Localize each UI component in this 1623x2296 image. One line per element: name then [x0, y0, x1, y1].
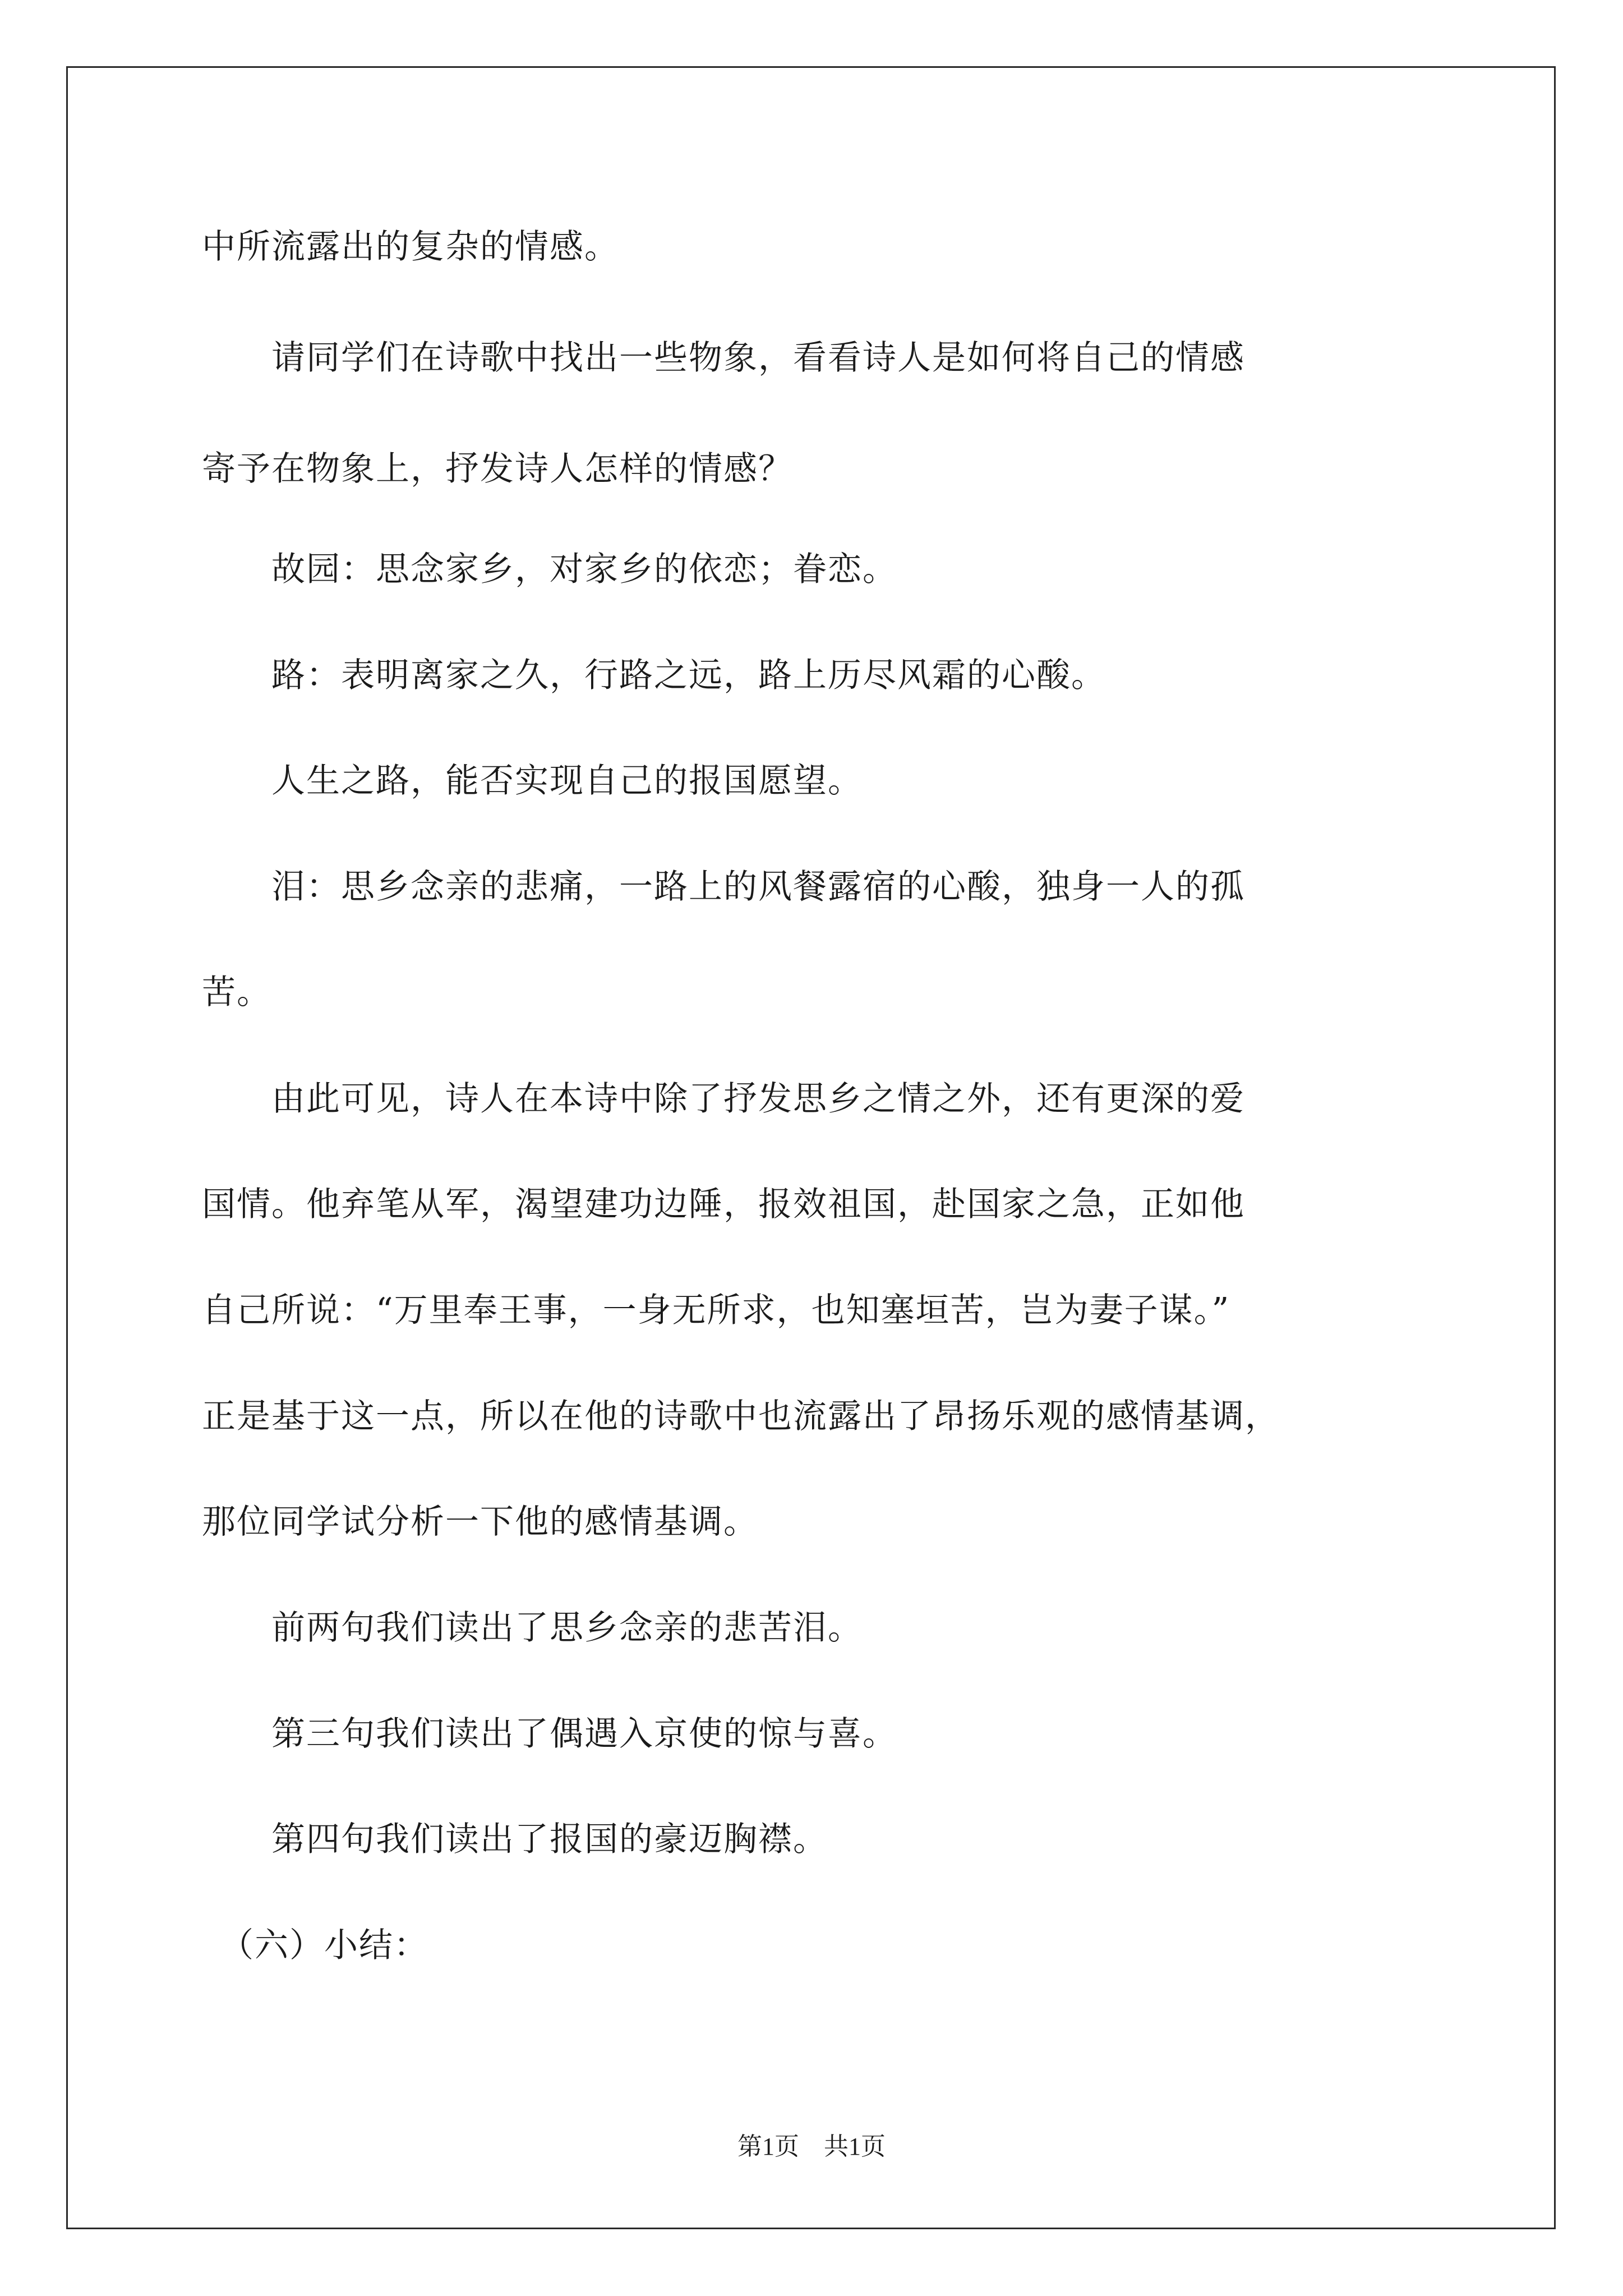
text-line-3: 寄予在物象上，抒发诗人怎样的情感？	[202, 449, 793, 489]
text-line-11: 自己所说：“万里奉王事，一身无所求，也知塞垣苦，岂为妻子谋。”	[202, 1291, 1230, 1330]
text-line-17: （六）小结：	[202, 1926, 428, 1965]
text-line-5: 路：表明离家之久，行路之远，路上历尽风霜的心酸。	[202, 656, 1106, 695]
text-line-10: 国情。他弃笔从军，渴望建功边陲，报效祖国，赴国家之急，正如他	[202, 1185, 1245, 1224]
text-line-1: 中所流露出的复杂的情感。	[202, 227, 619, 266]
page-border	[66, 66, 1556, 2229]
page-number-footer: 第1页 共1页	[737, 2133, 886, 2160]
text-line-16: 第四句我们读出了报国的豪迈胸襟。	[202, 1820, 828, 1859]
text-line-8: 苦。	[202, 973, 271, 1012]
text-line-9: 由此可见，诗人在本诗中除了抒发思乡之情之外，还有更深的爱	[202, 1079, 1245, 1119]
text-line-14: 前两句我们读出了思乡念亲的悲苦泪。	[202, 1608, 863, 1648]
text-line-2: 请同学们在诗歌中找出一些物象，看看诗人是如何将自己的情感	[202, 338, 1245, 378]
text-line-15: 第三句我们读出了偶遇入京使的惊与喜。	[202, 1714, 897, 1754]
text-line-13: 那位同学试分析一下他的感情基调。	[202, 1502, 758, 1542]
text-line-4: 故园：思念家乡，对家乡的依恋；眷恋。	[202, 550, 897, 589]
text-line-12: 正是基于这一点，所以在他的诗歌中也流露出了昂扬乐观的感情基调，	[202, 1397, 1280, 1436]
text-line-7: 泪：思乡念亲的悲痛，一路上的风餐露宿的心酸，独身一人的孤	[202, 867, 1245, 907]
text-line-6: 人生之路，能否实现自己的报国愿望。	[202, 761, 863, 800]
